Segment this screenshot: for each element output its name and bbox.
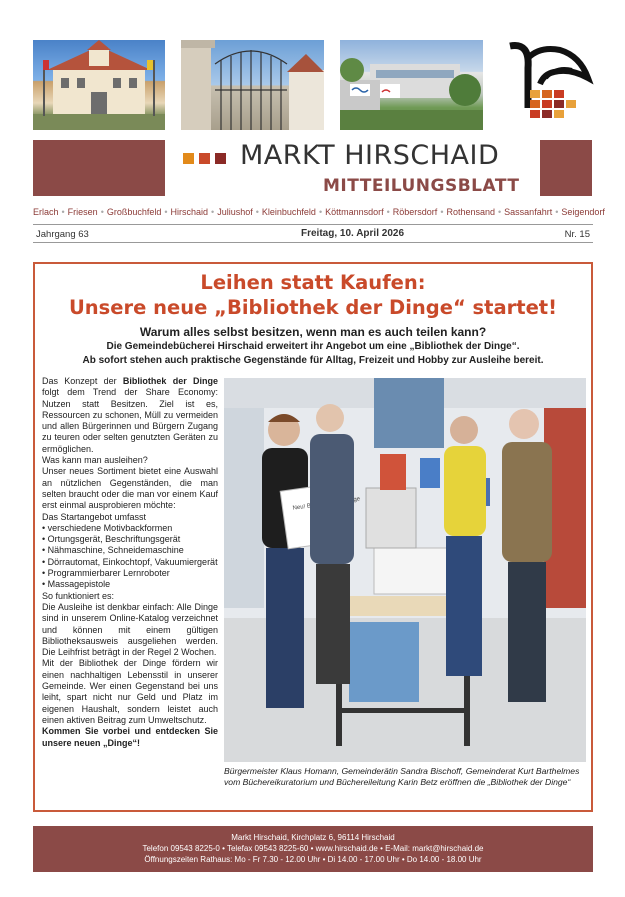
lead-line-1: Die Gemeindebücherei Hirschaid erweitert ihr Angebot um eine „Bibliothek der Dinge“. [106, 341, 520, 352]
header-color-block-left [33, 140, 165, 196]
footer-contact: Telefon 09543 8225-0 • Telefax 09543 8225-60 • www.hirschaid.de • E-Mail: markt@hirschaid.de [142, 844, 484, 853]
village-name: Sassanfahrt [504, 207, 553, 217]
village-name: Großbuchfeld [106, 207, 162, 217]
village-name: Erlach [33, 207, 59, 217]
header-color-block-right [540, 140, 592, 196]
library-group-photo [224, 378, 586, 762]
headline-line-1: Leihen statt Kaufen: [200, 271, 426, 294]
issue-date: Freitag, 10. April 2026 [301, 228, 405, 239]
building-photo [340, 40, 483, 130]
issue-bar [33, 224, 593, 243]
town-hall-photo [33, 40, 165, 130]
gate-photo [181, 40, 324, 130]
paragraph-concept: Das Konzept der Bibliothek der Dinge folgt dem Trend der Share Economy: Nutzen statt Besitzen. Ziel ist es, Ressourcen zu schonen, Müll zu vermeiden und allen Bürgerinnen und Bürgern Zugang zu teuren oder selten genutzten Geräten zu ermöglichen. [42, 376, 218, 454]
article-box [33, 262, 593, 812]
village-name: Rothensand [446, 207, 496, 217]
article-headline [35, 270, 591, 320]
footer [33, 826, 593, 872]
article-lead [35, 340, 591, 368]
photo-caption: Bürgermeister Klaus Homann, Gemeinderätin Sandra Bischoff, Gemeinderat Kurt Barthelmes vom Büchereikuratorium und Büchereileitung Karin Betz eröffnen die „Bibliothek der Dinge“ [224, 766, 580, 787]
headline-line-2: Unsere neue „Bibliothek der Dinge“ startet! [68, 296, 558, 319]
paragraph-sustainability: Mit der Bibliothek der Dinge fördern wir einen nachhaltigen Lebensstil in unserer Gemeinde. Wer einen Gegenstand bei uns leiht, spart nicht nur Geld und Platz im eigenen Haushalt, sondern leistet auch einen aktiven Beitrag zum Umweltschutz. [42, 658, 218, 725]
hirschaid-logo [500, 38, 595, 133]
list-intro: Das Startangebot umfasst [42, 511, 147, 522]
village-name: Juliushof [217, 207, 253, 217]
footer-hours: Öffnungszeiten Rathaus: Mo - Fr 7.30 - 12.00 Uhr • Di 14.00 - 17.00 Uhr • Do 14.00 - 18.00 Uhr [144, 855, 482, 864]
list-item: • verschiedene Motivbackformen [42, 522, 173, 533]
accent-squares [183, 151, 231, 169]
villages-line: Erlach • Friesen • Großbuchfeld • Hirschaid • Juliushof • Kleinbuchfeld • Köttmannsdorf • Röbersdorf • Rothensand • Sassanfahrt • Seigendorf [33, 207, 605, 217]
footer-address: Markt Hirschaid, Kirchplatz 6, 96114 Hirschaid [231, 833, 395, 842]
masthead-title: MARKT HIRSCHAID [240, 140, 500, 171]
question-borrow: Was kann man ausleihen? [42, 455, 148, 466]
village-name: Hirschaid [170, 207, 209, 217]
masthead-subtitle: MITTEILUNGSBLATT [323, 176, 520, 196]
list-item: • Ortungsgerät, Beschriftungsgerät [42, 534, 181, 545]
village-name: Kleinbuchfeld [261, 207, 316, 217]
issue-volume: Jahrgang 63 [36, 229, 89, 240]
article-text-column [42, 376, 218, 749]
village-name: Röbersdorf [392, 207, 438, 217]
paragraph-assortment: Unser neues Sortiment bietet eine Auswahl an nützlichen Gegenständen, die man selten braucht oder die man vor einem Kauf erst einmal ausprobieren möchte: [42, 466, 218, 511]
lead-line-2: Ab sofort stehen auch praktische Gegenstände für Alltag, Freizeit und Hobby zur Ausleihe bereit. [82, 355, 544, 366]
paragraph-howto: Die Ausleihe ist denkbar einfach: Alle Dinge sind in unserem Online-Katalog verzeichnet und können mit einem gültigen Bibliotheksausweis ausgeliehen werden. Die Leihfrist beträgt in der Regel 2 Wochen. [42, 601, 218, 658]
village-name: Friesen [67, 207, 98, 217]
list-item: • Massagepistole [42, 579, 111, 590]
list-item: • Dörrautomat, Einkochtopf, Vakuumiergerät [42, 556, 218, 567]
village-name: Seigendorf [561, 207, 605, 217]
article-subhead: Warum alles selbst besitzen, wenn man es auch teilen kann? [139, 325, 487, 339]
list-item: • Programmierbarer Lernroboter [42, 568, 170, 579]
closing-call: Kommen Sie vorbei und entdecken Sie unsere neuen „Dinge“! [42, 726, 218, 748]
list-item: • Nähmaschine, Schneidemaschine [42, 545, 184, 556]
question-how: So funktioniert es: [42, 590, 115, 601]
sign-text: Neu! [292, 504, 306, 512]
village-name: Köttmannsdorf [325, 207, 384, 217]
issue-number: Nr. 15 [564, 229, 590, 240]
